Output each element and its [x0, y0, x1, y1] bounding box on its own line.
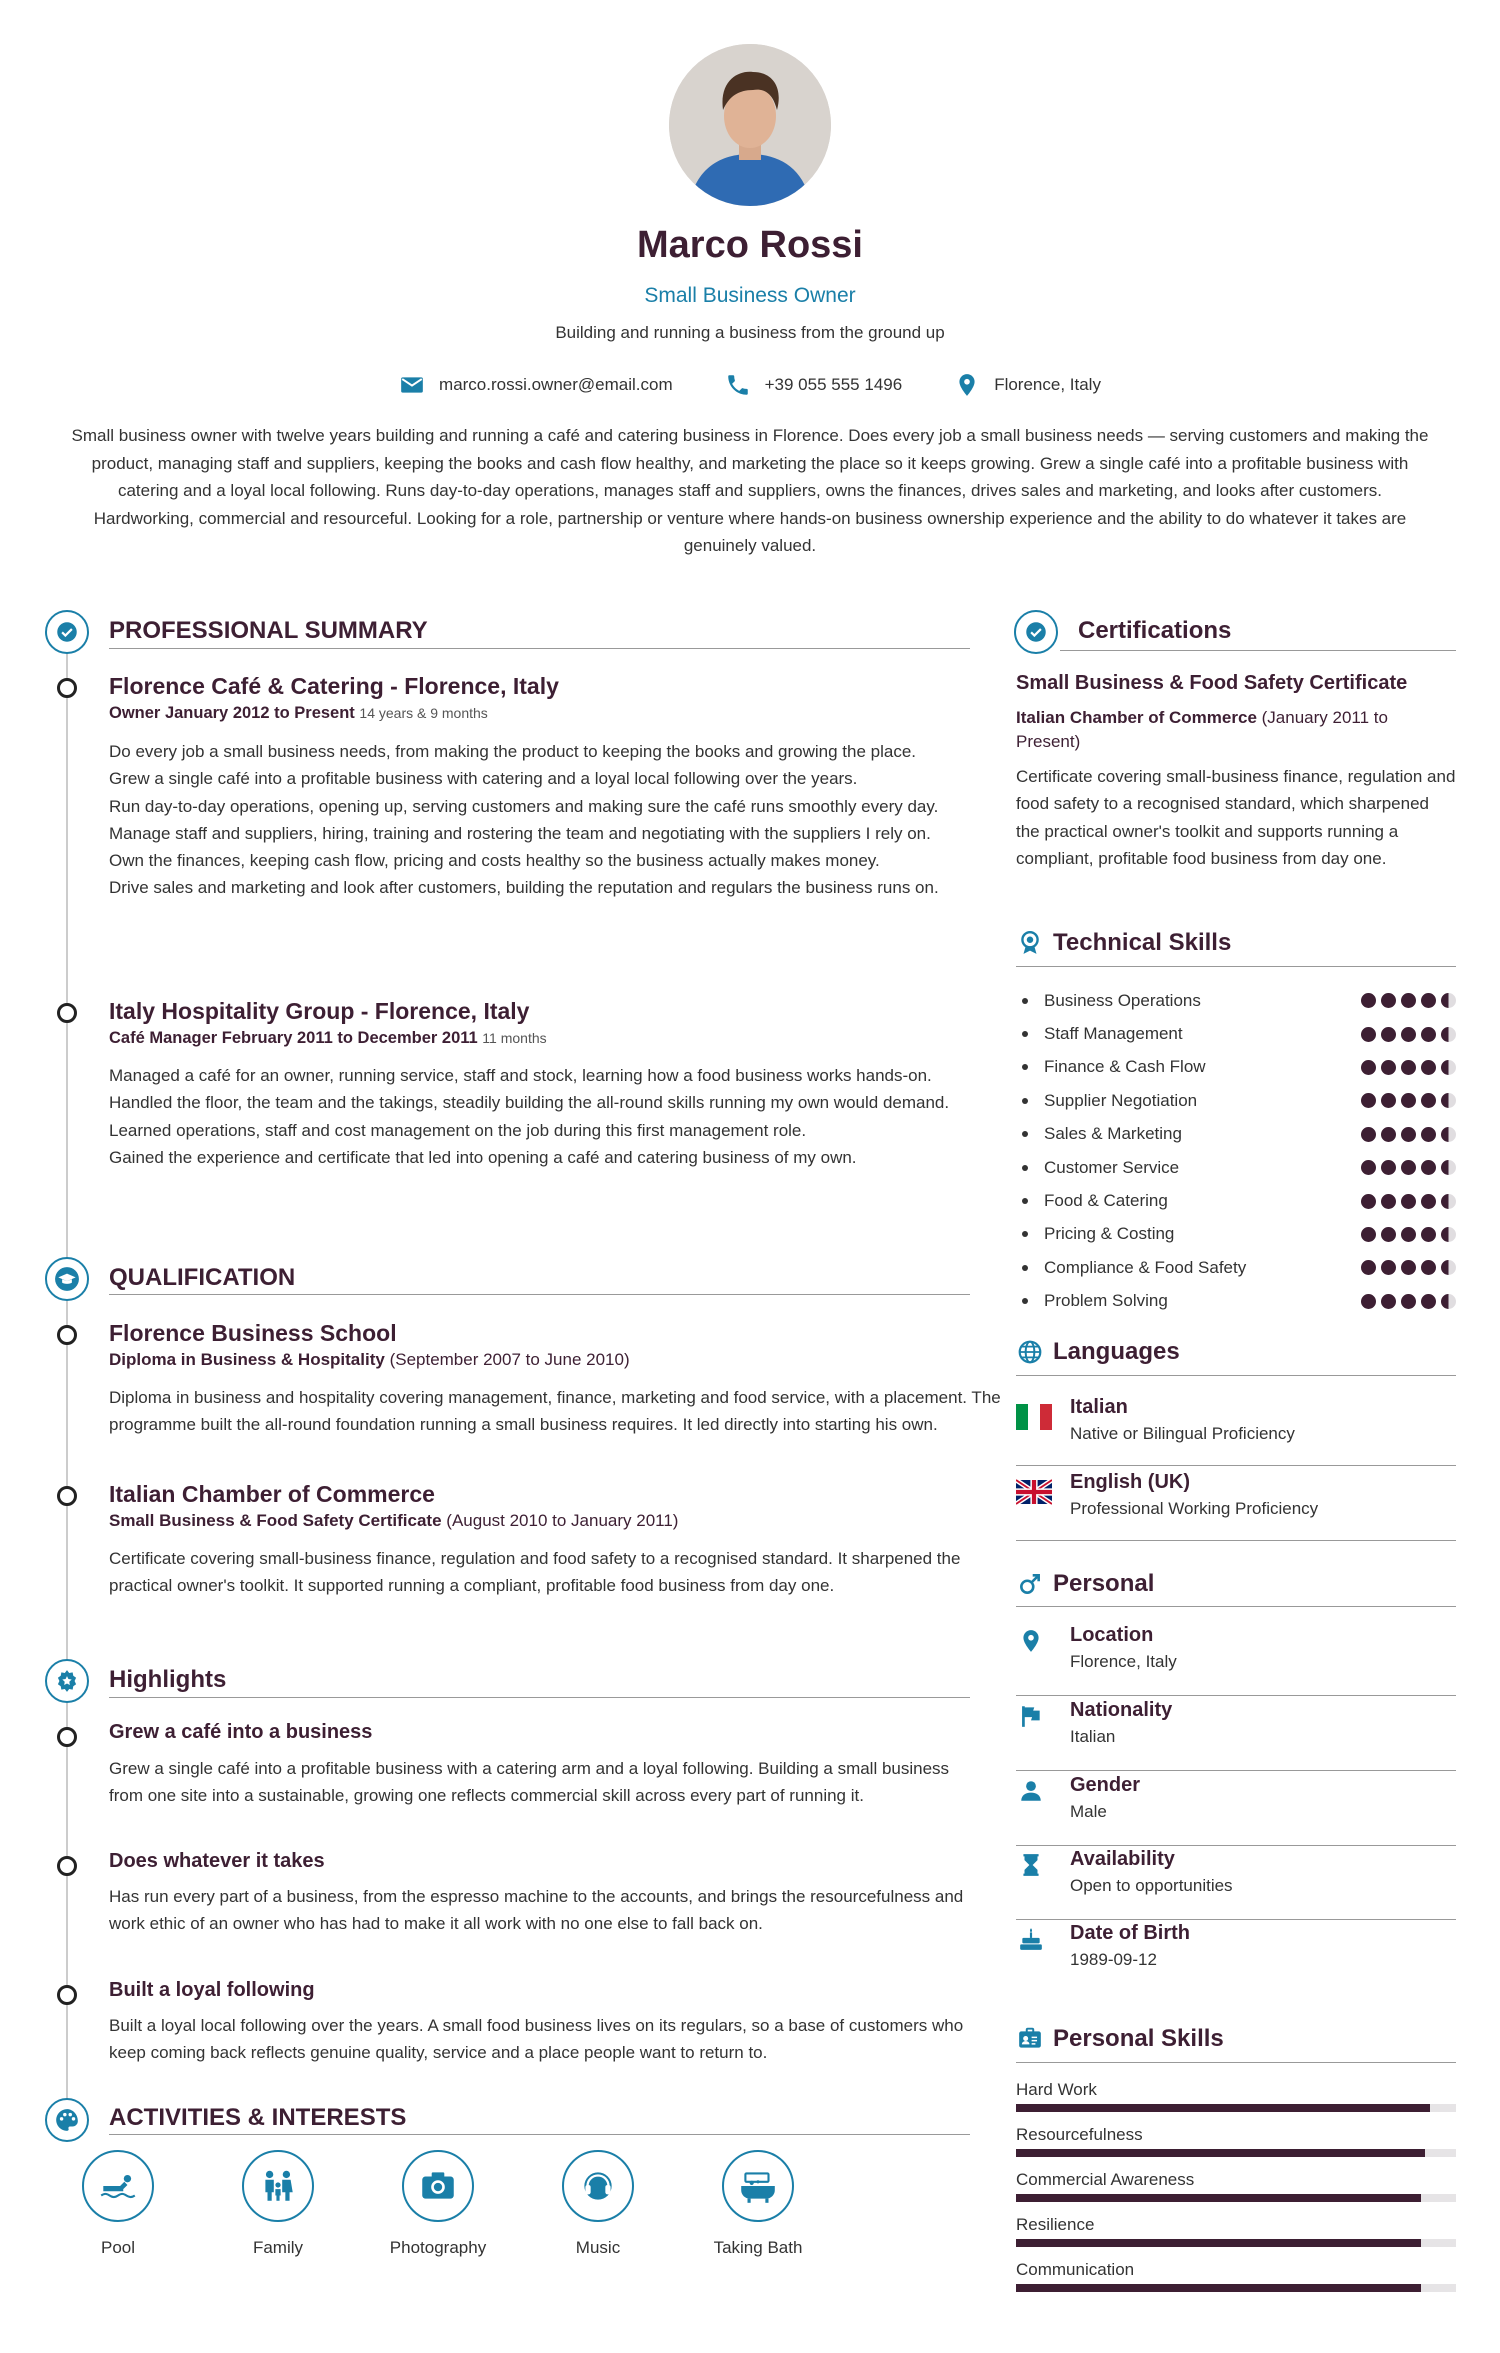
certificate-issuer: Italian Chamber of Commerce: [1016, 708, 1257, 727]
rating-dot: [1441, 1294, 1456, 1309]
rating-dot: [1421, 1194, 1436, 1209]
rating-dot: [1361, 1227, 1376, 1242]
candidate-tagline: Building and running a business from the ground up: [555, 323, 945, 342]
personal-row: [1016, 1772, 1456, 1846]
section-divider: [1016, 1606, 1456, 1607]
job-duration: 11 months: [482, 1030, 547, 1046]
rating-dot: [1381, 1060, 1396, 1075]
flag-icon: [1018, 1703, 1044, 1729]
rating-dot: [1441, 993, 1456, 1008]
interests-section-title: ACTIVITIES & INTERESTS: [109, 2104, 407, 2131]
rating-dot: [1361, 1093, 1376, 1108]
id-card-icon: [1017, 2026, 1043, 2052]
interest-icon-circle: [242, 2150, 314, 2222]
education-section-icon: [45, 1257, 89, 1301]
interest-item: [80, 2150, 156, 2258]
section-divider: [1060, 650, 1456, 651]
rating-dot: [1401, 1060, 1416, 1075]
technical-skill-row: [1016, 1084, 1456, 1117]
certifications-section-title: Certifications: [1078, 617, 1232, 644]
certificate-description: Certificate covering small-business finance, regulation and food safety to a recognised standard, which sharpened the practical owner's toolkit and supports running a compliant, profitable food business from day one.: [1016, 767, 1456, 868]
section-divider: [109, 2134, 970, 2135]
interests-list: [80, 2150, 803, 2258]
personal-skill-name: Resilience: [1016, 2215, 1095, 2234]
bullet-icon: [1022, 1031, 1028, 1037]
hourglass-icon: [1018, 1852, 1044, 1878]
personal-skills-section-icon: [1016, 2025, 1044, 2053]
rating-dot: [1381, 1093, 1396, 1108]
skill-rating: [1361, 1294, 1456, 1309]
personal-skill-name: Resourcefulness: [1016, 2125, 1143, 2144]
technical-skill-row: [1016, 1051, 1456, 1084]
bullet-icon: [1022, 1298, 1028, 1304]
person-icon: [1018, 1778, 1044, 1804]
skill-bar-fill: [1016, 2149, 1425, 2157]
interests-section-icon: [45, 2098, 89, 2142]
highlight-text: Has run every part of a business, from the espresso machine to the accounts, and brings the resourcefulness and work ethic of an owner who has had to make it all work with no one else to fall back on.: [109, 1887, 964, 1934]
rating-dot: [1441, 1260, 1456, 1275]
skill-bar-track: [1016, 2149, 1456, 2157]
school-name: Italian Chamber of Commerce: [109, 1481, 435, 1507]
skill-rating: [1361, 1227, 1456, 1242]
technical-skill-name: Customer Service: [1044, 1157, 1180, 1177]
language-name: Italian: [1070, 1396, 1128, 1418]
skill-bar-track: [1016, 2284, 1456, 2292]
degree-name: Small Business & Food Safety Certificate: [109, 1511, 442, 1530]
timeline-dot: [57, 1325, 77, 1345]
badge-check-icon: [54, 619, 80, 645]
rating-dot: [1381, 1294, 1396, 1309]
personal-value: Male: [1070, 1802, 1107, 1821]
skill-rating: [1361, 1194, 1456, 1209]
languages-section-icon: [1016, 1338, 1044, 1366]
rating-dot: [1381, 1127, 1396, 1142]
rating-dot: [1401, 1027, 1416, 1042]
personal-skill: [1016, 2080, 1456, 2112]
rating-dot: [1401, 1260, 1416, 1275]
rating-dot: [1401, 1093, 1416, 1108]
bullet-icon: [1022, 1131, 1028, 1137]
rating-dot: [1401, 1227, 1416, 1242]
certificate-issuer-line: [1016, 706, 1456, 754]
job-duration: 14 years & 9 months: [359, 705, 488, 721]
email-icon: [399, 372, 425, 398]
technical-skill-row: [1016, 1285, 1456, 1318]
personal-row: [1016, 1846, 1456, 1920]
technical-skill-name: Business Operations: [1044, 990, 1201, 1010]
technical-skill-row: [1016, 984, 1456, 1017]
rating-dot: [1441, 1194, 1456, 1209]
rating-dot: [1441, 1160, 1456, 1175]
technical-skill-row: [1016, 1184, 1456, 1217]
rating-dot: [1441, 1093, 1456, 1108]
rating-dot: [1421, 1294, 1436, 1309]
personal-skill-name: Commercial Awareness: [1016, 2170, 1195, 2189]
language-row: [1016, 1392, 1456, 1466]
technical-skill-row: [1016, 1251, 1456, 1284]
job-description: Managed a café for an owner, running service, staff and stock, learning how a food business works hands-on. Handled the floor, the team and the takings, steadily building the all-round skills running my own would demand. Learned operations, staff and cost management on the job during this first management role. Gained the experience and certificate that led into opening a café and catering business of my own.: [109, 1066, 950, 1167]
uk-flag: [1016, 1479, 1052, 1505]
job-subtitle: [109, 704, 488, 723]
interest-item: [560, 2150, 636, 2258]
technical-skills-section-icon: [1016, 929, 1044, 957]
rating-dot: [1421, 1060, 1436, 1075]
timeline-dot: [57, 1856, 77, 1876]
location-pin-icon: [954, 372, 980, 398]
globe-icon: [1017, 1339, 1043, 1365]
highlight-title: Built a loyal following: [109, 1979, 315, 2001]
job-position: Café Manager: [109, 1029, 218, 1047]
swimmer-icon: [97, 2165, 139, 2207]
timeline-dot: [57, 1985, 77, 2005]
personal-label: Availability: [1070, 1848, 1175, 1870]
bullet-icon: [1022, 1198, 1028, 1204]
skill-rating: [1361, 1260, 1456, 1275]
section-divider: [1016, 1375, 1456, 1376]
job-description: Do every job a small business needs, from making the product to keeping the books and growing the place. Grew a single café into a profitable business with catering and a loyal local following over the years. Run day-to-day operations, opening up, serving customers and making sure the café runs smoothly every day. Manage staff and suppliers, hiring, training and rostering the team and negotiating with the suppliers I rely on. Own the finances, keeping cash flow, pricing and costs healthy so the business actually makes money. Drive sales and marketing and look after customers, building the reputation and regulars the business runs on.: [109, 742, 939, 898]
school-name: Florence Business School: [109, 1320, 397, 1346]
experience-section-icon: [45, 610, 89, 654]
badge-check-icon: [1023, 619, 1049, 645]
rating-dot: [1381, 1194, 1396, 1209]
section-divider: [109, 1697, 970, 1698]
personal-skill: [1016, 2125, 1456, 2157]
personal-skill-name: Hard Work: [1016, 2080, 1097, 2099]
timeline-dot: [57, 1486, 77, 1506]
rating-dot: [1441, 1227, 1456, 1242]
technical-skill-name: Compliance & Food Safety: [1044, 1257, 1247, 1277]
language-row: [1016, 1467, 1456, 1541]
rating-dot: [1421, 1027, 1436, 1042]
italy-flag: [1016, 1404, 1052, 1430]
skill-bar-track: [1016, 2194, 1456, 2202]
personal-section-icon: [1016, 1570, 1044, 1598]
personal-skill: [1016, 2260, 1456, 2292]
personal-value: 1989-09-12: [1070, 1950, 1157, 1969]
certificate-name: Small Business & Food Safety Certificate: [1016, 672, 1408, 694]
highlight-title: Does whatever it takes: [109, 1850, 325, 1872]
rating-dot: [1381, 1027, 1396, 1042]
rating-dot: [1361, 1060, 1376, 1075]
rating-dot: [1361, 1260, 1376, 1275]
location-text: Florence, Italy: [994, 375, 1101, 394]
skill-rating: [1361, 1060, 1456, 1075]
skill-rating: [1361, 1093, 1456, 1108]
technical-skill-name: Supplier Negotiation: [1044, 1090, 1198, 1110]
interest-item: [713, 2150, 803, 2258]
rating-dot: [1361, 1194, 1376, 1209]
bullet-icon: [1022, 1265, 1028, 1271]
personal-skill-name: Communication: [1016, 2260, 1135, 2279]
highlights-section-title: Highlights: [109, 1666, 227, 1693]
rating-dot: [1381, 1260, 1396, 1275]
technical-skill-name: Pricing & Costing: [1044, 1224, 1175, 1244]
graduation-cap-icon: [54, 1266, 80, 1292]
education-section-title: QUALIFICATION: [109, 1264, 296, 1291]
skill-bar-track: [1016, 2104, 1456, 2112]
rating-dot: [1361, 1294, 1376, 1309]
rating-dot: [1401, 1194, 1416, 1209]
rating-dot: [1421, 1127, 1436, 1142]
technical-skill-name: Staff Management: [1044, 1024, 1183, 1044]
interest-label: Pool: [100, 2238, 136, 2257]
profile-summary: Small business owner with twelve years building and running a café and catering business in Florence. Does every job a small business needs — serving customers and making the product, managing staff and suppliers, keeping the books and cash flow healthy, and marketing the place so it keeps growing. Grew a single café into a profitable business with catering and a loyal local following. Runs day-to-day operations, manages staff and suppliers, owns the finances, drives sales and marketing, and looks after customers. Hardworking, commercial and resourceful. Looking for a role, partnership or venture where hands-on business ownership experience and the ability to do whatever it takes are genuinely valued.: [71, 426, 1429, 555]
interest-icon-circle: [402, 2150, 474, 2222]
degree-name: Diploma in Business & Hospitality: [109, 1350, 385, 1369]
interest-icon-circle: [722, 2150, 794, 2222]
bullet-icon: [1022, 1231, 1028, 1237]
personal-section-title: Personal: [1053, 1570, 1155, 1597]
section-divider: [1016, 966, 1456, 967]
technical-skill-row: [1016, 1017, 1456, 1050]
skill-bar-fill: [1016, 2284, 1421, 2292]
technical-skill-name: Food & Catering: [1044, 1191, 1168, 1211]
rating-dot: [1361, 1160, 1376, 1175]
candidate-role: Small Business Owner: [644, 284, 856, 307]
skill-rating: [1361, 1127, 1456, 1142]
education-description: Certificate covering small-business finance, regulation and food safety to a recognised standard. It sharpened the practical owner's toolkit. It supported running a compliant, profitable food business from day one.: [109, 1549, 961, 1596]
personal-label: Nationality: [1070, 1699, 1173, 1721]
certifications-section-icon: [1014, 610, 1058, 654]
star-badge-icon: [54, 1668, 80, 1694]
certificate-dates: (January 2011 to Present): [1016, 708, 1388, 751]
interest-item: [240, 2150, 316, 2258]
section-divider: [109, 1294, 970, 1295]
personal-skill: [1016, 2215, 1456, 2247]
job-position: Owner: [109, 704, 161, 722]
job-dates: February 2011 to December 2011: [221, 1029, 478, 1047]
bath-icon: [737, 2165, 779, 2207]
personal-value: Open to opportunities: [1070, 1876, 1233, 1895]
rating-dot: [1421, 1227, 1436, 1242]
language-name: English (UK): [1070, 1471, 1190, 1493]
interest-label: Taking Bath: [713, 2238, 803, 2257]
rating-dot: [1381, 993, 1396, 1008]
degree-dates: (August 2010 to January 2011): [446, 1511, 679, 1530]
personal-label: Location: [1070, 1624, 1154, 1646]
timeline-dot: [57, 1727, 77, 1747]
interest-icon-circle: [82, 2150, 154, 2222]
degree-line: [109, 1511, 678, 1531]
contact-location: [954, 372, 1101, 398]
rating-dot: [1421, 1093, 1436, 1108]
personal-skills-section-title: Personal Skills: [1053, 2025, 1224, 2052]
rating-dot: [1401, 1294, 1416, 1309]
highlight-text: Grew a single café into a profitable business with a catering arm and a loyal following. Building a small business from one site into a sustainable, growing one reflects commercial skill across every part of running it.: [109, 1759, 950, 1806]
contact-email[interactable]: [399, 372, 673, 398]
highlight-text: Built a loyal local following over the years. A small food business lives on its regulars, so a base of customers who keep coming back reflects genuine quality, service and a place people want to return to.: [109, 2016, 964, 2063]
family-icon: [257, 2165, 299, 2207]
technical-skill-name: Finance & Cash Flow: [1044, 1057, 1206, 1077]
contact-phone[interactable]: [725, 372, 903, 398]
skill-bar-track: [1016, 2239, 1456, 2247]
rating-dot: [1381, 1227, 1396, 1242]
music-icon: [577, 2165, 619, 2207]
rating-dot: [1361, 1027, 1376, 1042]
technical-skill-name: Problem Solving: [1044, 1291, 1168, 1311]
highlight-title: Grew a café into a business: [109, 1721, 373, 1743]
rating-dot: [1421, 1260, 1436, 1275]
personal-value: Florence, Italy: [1070, 1652, 1177, 1671]
skill-rating: [1361, 1027, 1456, 1042]
contact-bar: [0, 372, 1500, 398]
interest-item: [389, 2150, 487, 2258]
interest-label: Family: [252, 2238, 304, 2257]
personal-row: [1016, 1920, 1456, 1994]
personal-label: Gender: [1070, 1774, 1141, 1796]
male-icon: [1017, 1571, 1043, 1597]
cake-icon: [1018, 1926, 1044, 1952]
bullet-icon: [1022, 1165, 1028, 1171]
timeline-dot: [57, 1003, 77, 1023]
job-title: Italy Hospitality Group - Florence, Italy: [109, 998, 530, 1024]
experience-section-title: PROFESSIONAL SUMMARY: [109, 617, 428, 644]
skill-bar-fill: [1016, 2104, 1430, 2112]
timeline-line: [66, 650, 68, 2112]
personal-label: Date of Birth: [1070, 1922, 1190, 1944]
rating-dot: [1401, 1160, 1416, 1175]
camera-icon: [417, 2165, 459, 2207]
rating-dot: [1381, 1160, 1396, 1175]
award-icon: [1017, 930, 1043, 956]
location-pin-icon: [1018, 1628, 1044, 1654]
technical-skills-list: [1016, 984, 1456, 1318]
rating-dot: [1401, 1127, 1416, 1142]
interest-label: Music: [575, 2238, 621, 2257]
highlights-section-icon: [45, 1659, 89, 1703]
degree-dates: (September 2007 to June 2010): [389, 1350, 630, 1369]
technical-skill-row: [1016, 1151, 1456, 1184]
section-divider: [1016, 2062, 1456, 2063]
technical-skills-section-title: Technical Skills: [1053, 929, 1232, 956]
profile-photo: [669, 44, 831, 206]
bullet-icon: [1022, 1064, 1028, 1070]
language-level: Professional Working Proficiency: [1070, 1499, 1319, 1518]
job-dates: January 2012 to Present: [164, 704, 355, 722]
language-level: Native or Bilingual Proficiency: [1070, 1424, 1295, 1443]
education-description: Diploma in business and hospitality covering management, finance, marketing and food service, with a placement. The programme built the all-round foundation running a small business requires. It led directly into starting his own.: [109, 1388, 1001, 1435]
rating-dot: [1361, 1127, 1376, 1142]
rating-dot: [1421, 993, 1436, 1008]
phone-text: +39 055 555 1496: [764, 375, 903, 394]
bullet-icon: [1022, 1098, 1028, 1104]
skill-bar-fill: [1016, 2239, 1421, 2247]
technical-skill-row: [1016, 1218, 1456, 1251]
palette-icon: [54, 2107, 80, 2133]
rating-dot: [1401, 993, 1416, 1008]
personal-row: [1016, 1622, 1456, 1696]
rating-dot: [1361, 993, 1376, 1008]
technical-skill-row: [1016, 1118, 1456, 1151]
rating-dot: [1441, 1027, 1456, 1042]
skill-bar-fill: [1016, 2194, 1421, 2202]
skill-rating: [1361, 1160, 1456, 1175]
timeline-dot: [57, 678, 77, 698]
section-divider: [109, 648, 970, 649]
rating-dot: [1421, 1160, 1436, 1175]
phone-icon: [725, 372, 751, 398]
interest-label: Photography: [389, 2238, 487, 2257]
interest-icon-circle: [562, 2150, 634, 2222]
candidate-name: Marco Rossi: [637, 224, 863, 266]
email-text: marco.rossi.owner@email.com: [439, 375, 673, 394]
personal-skill: [1016, 2170, 1456, 2202]
personal-row: [1016, 1697, 1456, 1771]
languages-section-title: Languages: [1053, 1338, 1180, 1365]
rating-dot: [1441, 1127, 1456, 1142]
technical-skill-name: Sales & Marketing: [1044, 1124, 1182, 1144]
job-title: Florence Café & Catering - Florence, Italy: [109, 673, 559, 699]
personal-value: Italian: [1070, 1727, 1116, 1746]
job-subtitle: [109, 1029, 547, 1048]
degree-line: [109, 1350, 630, 1370]
bullet-icon: [1022, 998, 1028, 1004]
skill-rating: [1361, 993, 1456, 1008]
rating-dot: [1441, 1060, 1456, 1075]
